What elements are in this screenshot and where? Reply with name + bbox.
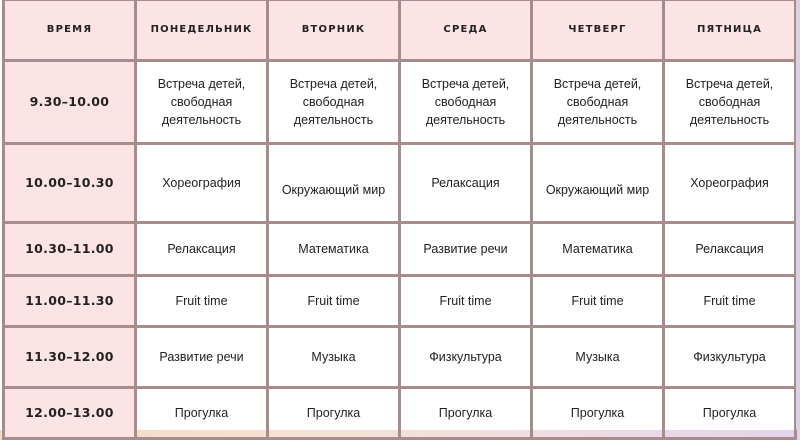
schedule-cell: Прогулка — [136, 388, 268, 439]
schedule-cell: Музыка — [268, 327, 400, 388]
schedule-cell: Fruit time — [400, 276, 532, 327]
header-time: ВРЕМЯ — [4, 0, 136, 61]
table-row — [4, 61, 796, 144]
time-slot: 9.30–10.00 — [4, 61, 136, 144]
schedule-cell: Fruit time — [664, 276, 796, 327]
table-row — [4, 276, 796, 327]
table-row — [4, 388, 796, 439]
schedule-cell: Окружающий мир — [532, 144, 664, 223]
table-row — [4, 223, 796, 276]
schedule-cell: Fruit time — [532, 276, 664, 327]
time-slot: 12.00–13.00 — [4, 388, 136, 439]
schedule-cell: Релаксация — [664, 223, 796, 276]
schedule-cell: Встреча детей, свободная деятельность — [136, 61, 268, 144]
header-thursday: ЧЕТВЕРГ — [532, 0, 664, 61]
schedule-cell: Релаксация — [400, 144, 532, 223]
schedule-cell: Встреча детей, свободная деятельность — [532, 61, 664, 144]
header-wednesday: СРЕДА — [400, 0, 532, 61]
schedule-cell: Fruit time — [136, 276, 268, 327]
schedule-cell: Окружающий мир — [268, 144, 400, 223]
schedule-cell: Прогулка — [268, 388, 400, 439]
schedule-cell: Музыка — [532, 327, 664, 388]
table-row — [4, 144, 796, 223]
header-friday: ПЯТНИЦА — [664, 0, 796, 61]
schedule-cell: Хореография — [136, 144, 268, 223]
header-tuesday: ВТОРНИК — [268, 0, 400, 61]
schedule-cell: Математика — [532, 223, 664, 276]
schedule-cell: Физкультура — [664, 327, 796, 388]
time-slot: 10.00–10.30 — [4, 144, 136, 223]
schedule-cell: Fruit time — [268, 276, 400, 327]
schedule-cell: Математика — [268, 223, 400, 276]
schedule-cell: Развитие речи — [136, 327, 268, 388]
schedule-cell: Прогулка — [664, 388, 796, 439]
schedule-cell: Хореография — [664, 144, 796, 223]
schedule-cell: Встреча детей, свободная деятельность — [664, 61, 796, 144]
table-row — [4, 327, 796, 388]
schedule-cell: Развитие речи — [400, 223, 532, 276]
header-monday: ПОНЕДЕЛЬНИК — [136, 0, 268, 61]
header-row — [4, 0, 796, 61]
time-slot: 11.00–11.30 — [4, 276, 136, 327]
schedule-cell: Встреча детей, свободная деятельность — [268, 61, 400, 144]
schedule-cell: Физкультура — [400, 327, 532, 388]
page-edge — [796, 0, 800, 430]
schedule-cell: Прогулка — [400, 388, 532, 439]
weekly-schedule-table — [2, 0, 797, 440]
time-slot: 11.30–12.00 — [4, 327, 136, 388]
schedule-cell: Прогулка — [532, 388, 664, 439]
time-slot: 10.30–11.00 — [4, 223, 136, 276]
schedule-cell: Встреча детей, свободная деятельность — [400, 61, 532, 144]
schedule-cell: Релаксация — [136, 223, 268, 276]
